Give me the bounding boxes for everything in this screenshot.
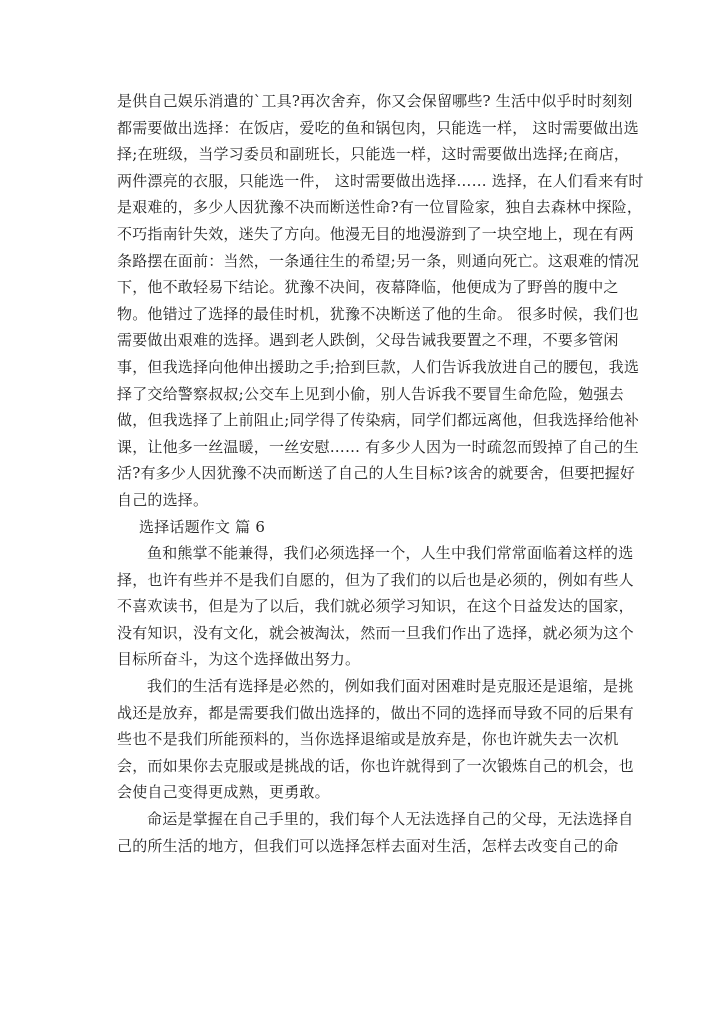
text-line: 下，他不敢轻易下结论。犹豫不决间，夜幕降临，他便成为了野兽的腹中之	[117, 278, 619, 297]
section-heading: 选择话题作文 篇 6	[139, 517, 266, 536]
text-line: 活?有多少人因犹豫不决而断送了自己的人生目标?该舍的就要舍，但要把握好	[117, 464, 636, 483]
text-line: 需要做出艰难的选择。遇到老人跌倒，父母告诫我要置之不理，不要多管闲	[117, 331, 619, 350]
text-line: 战还是放弃，都是需要我们做出选择的，做出不同的选择而导致不同的后果有	[117, 703, 634, 722]
text-line: 目标所奋斗，为这个选择做出努力。	[117, 650, 361, 669]
text-line: 择;在班级，当学习委员和副班长，只能选一样，这时需要做出选择;在商店，	[117, 145, 630, 164]
text-line: 择，也许有些并不是我们自愿的，但为了我们的以后也是必须的，例如有些人	[117, 570, 634, 589]
text-line: 己的所生活的地方，但我们可以选择怎样去面对生活，怎样去改变自己的命	[117, 836, 619, 855]
text-line: 择了交给警察叔叔;公交车上见到小偷，别人告诉我不要冒生命危险，勉强去	[117, 384, 624, 403]
text-line: 些也不是我们所能预料的，当你选择退缩或是放弃是，你也许就失去一次机	[117, 730, 619, 749]
text-line: 不喜欢读书，但是为了以后，我们就必须学习知识，在这个日益发达的国家，	[117, 597, 634, 616]
text-line: 做，但我选择了上前阻止;同学得了传染病，同学们都远离他，但我选择给他补	[117, 411, 640, 430]
text-line: 都需要做出选择：在饭店，爱吃的鱼和锅包肉，只能选一样， 这时需要做出选	[117, 118, 639, 137]
text-line: 事，但我选择向他伸出援助之手;拾到巨款，人们告诉我放进自己的腰包，我选	[117, 357, 640, 376]
text-line: 鱼和熊掌不能兼得，我们必须选择一个，人生中我们常常面临着这样的选	[147, 544, 634, 563]
text-line: 条路摆在面前：当然，一条通往生的希望;另一条，则通向死亡。这艰难的情况	[117, 251, 640, 270]
text-line: 是供自己娱乐消遣的`工具?再次舍弃，你又会保留哪些? 生活中似乎时时刻刻	[117, 92, 633, 110]
text-line: 课，让他多一丝温暖，一丝安慰…… 有多少人因为一时疏忽而毁掉了自己的生	[117, 437, 639, 456]
text-line: 两件漂亮的衣服，只能选一件， 这时需要做出选择…… 选择，在人们看来有时	[117, 171, 644, 190]
text-line: 会使自己变得更成熟，更勇敢。	[117, 783, 330, 802]
document-body	[117, 88, 644, 859]
text-line: 会，而如果你去克服或是挑战的话，你也许就得到了一次锻炼自己的机会，也	[117, 756, 634, 775]
text-line: 是艰难的，多少人因犹豫不决而断送性命?有一位冒险家，独自去森林中探险，	[117, 198, 643, 217]
text-line: 没有知识，没有文化，就会被淘汰，然而一旦我们作出了选择，就必须为这个	[117, 623, 634, 642]
text-line: 不巧指南针失效，迷失了方向。他漫无目的地漫游到了一块空地上，现在有两	[117, 224, 634, 243]
text-line: 物。他错过了选择的最佳时机，犹豫不决断送了他的生命。 很多时候，我们也	[117, 304, 639, 323]
text-line: 我们的生活有选择是必然的，例如我们面对困难时是克服还是退缩，是挑	[147, 677, 634, 696]
text-line: 自己的选择。	[117, 490, 209, 509]
text-line: 命运是掌握在自己手里的，我们每个人无法选择自己的父母，无法选择自	[147, 810, 634, 829]
